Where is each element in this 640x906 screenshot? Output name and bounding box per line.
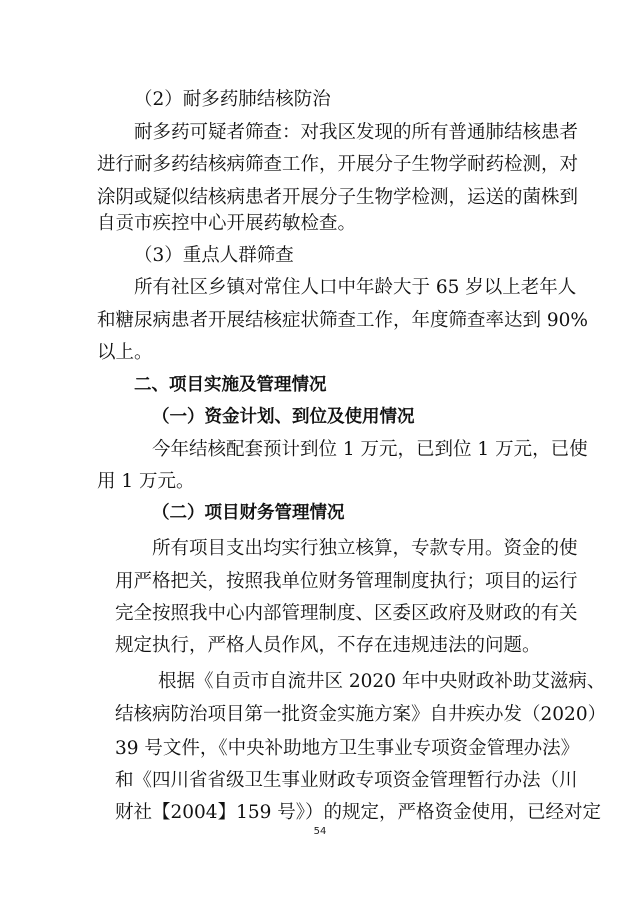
paragraph-line: 所有社区乡镇对常住人口中年龄大于 65 岁以上老年人 (134, 277, 577, 298)
paragraph-line: 今年结核配套预计到位 1 万元，已到位 1 万元，已使 (152, 439, 588, 460)
paragraph-line: 规定执行，严格人员作风，不存在违规违法的问题。 (115, 635, 541, 656)
paragraph-line: 涂阴或疑似结核病患者开展分子生物学检测，运送的菌株到 (97, 187, 579, 208)
paragraph-line: 根据《自贡市自流井区 2020 年中央财政补助艾滋病、 (158, 671, 606, 692)
paragraph-line: 用 1 万元。 (97, 471, 195, 492)
paragraph-line: 用严格把关，按照我单位财务管理制度执行；项目的运行 (115, 571, 578, 592)
paragraph-line: 结核病防治项目第一批资金实施方案》自井疾办发（2020） (115, 704, 607, 725)
paragraph-line: 进行耐多药结核病筛查工作，开展分子生物学耐药检测，对 (97, 154, 579, 175)
subheading-key-population: （3）重点人群筛查 (134, 245, 294, 266)
paragraph-line: 所有项目支出均实行独立核算，专款专用。资金的使 (152, 538, 578, 559)
paragraph-line: 自贡市疾控中心开展药敏检查。 (97, 213, 357, 234)
subheading-mdr-tb: （2）耐多药肺结核防治 (134, 89, 331, 110)
subsection-heading-finance: （二）项目财务管理情况 (152, 503, 345, 523)
section-heading: 二、项目实施及管理情况 (134, 375, 327, 395)
paragraph-line: 财社【2004】159 号》）的规定，严格资金使用，已经对定 (115, 802, 602, 823)
paragraph-line: 完全按照我中心内部管理制度、区委区政府及财政的有关 (115, 603, 578, 624)
paragraph-line: 39 号文件，《中央补助地方卫生事业专项资金管理办法》 (115, 738, 580, 759)
paragraph-line: 耐多药可疑者筛查：对我区发现的所有普通肺结核患者 (134, 122, 579, 143)
page-number: 54 (313, 826, 327, 837)
paragraph-line: 和糖尿病患者开展结核症状筛查工作，年度筛查率达到 90% (97, 310, 589, 331)
paragraph-line: 和《四川省省级卫生事业财政专项资金管理暂行办法（川 (115, 770, 578, 791)
paragraph-line: 以上。 (97, 342, 153, 363)
subsection-heading-funds: （一）资金计划、到位及使用情况 (152, 407, 415, 427)
